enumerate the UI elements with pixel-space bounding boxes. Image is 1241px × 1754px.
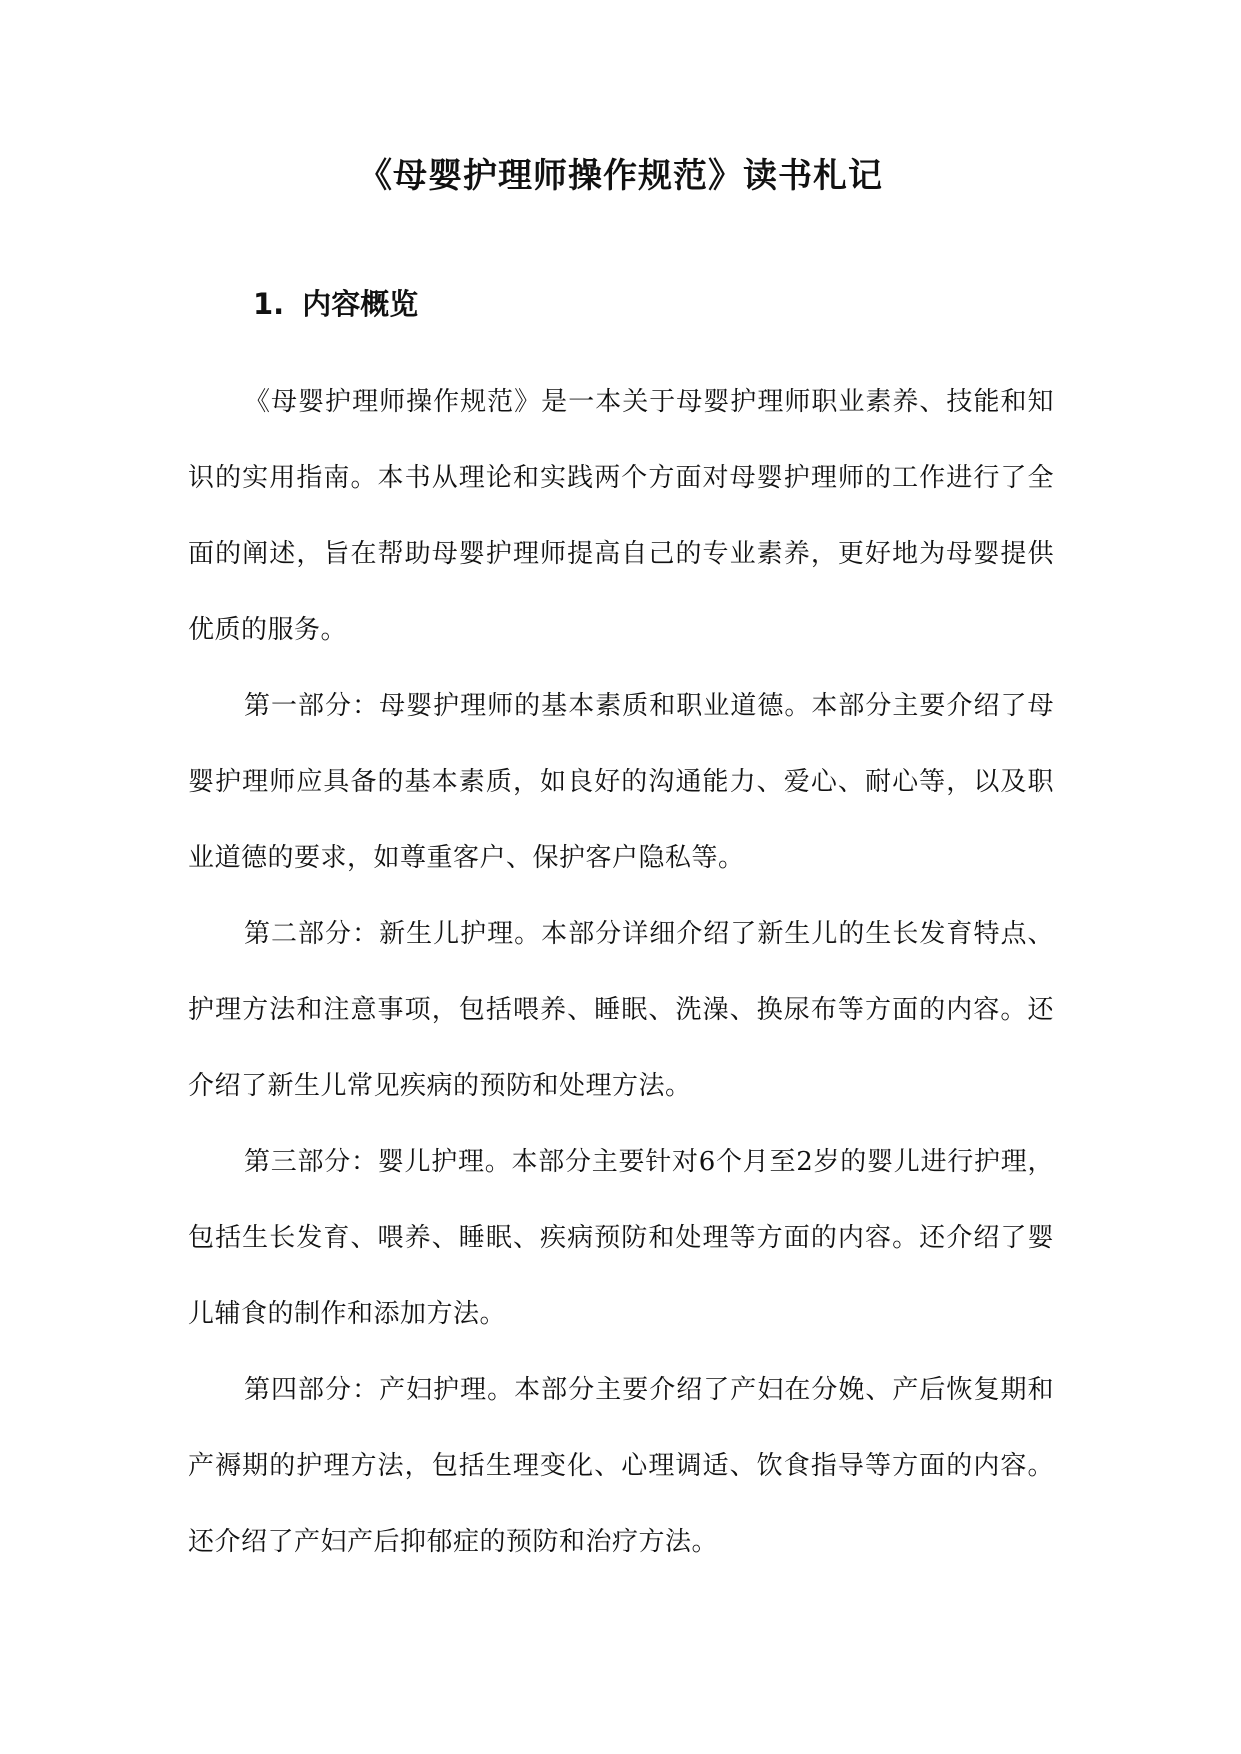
section-heading xyxy=(253,284,418,324)
paragraph-part-four: 第四部分：产妇护理。本部分主要介绍了产妇在分娩、产后恢复期和产褥期的护理方法，包括生理变化、心理调适、饮食指导等方面的内容。还介绍了产妇产后抑郁症的预防和治疗方法。 xyxy=(188,1375,1054,1557)
paragraph-part-one: 第一部分：母婴护理师的基本素质和职业道德。本部分主要介绍了母婴护理师应具备的基本素质，如良好的沟通能力、爱心、耐心等，以及职业道德的要求，如尊重客户、保护客户隐私等。 xyxy=(188,691,1054,873)
document-title: 《母婴护理师操作规范》读书札记 xyxy=(358,156,883,196)
section-title: 内容概览 xyxy=(302,287,419,321)
paragraph-part-three: 第三部分：婴儿护理。本部分主要针对6个月至2岁的婴儿进行护理，包括生长发育、喂养、睡眠、疾病预防和处理等方面的内容。还介绍了婴儿辅食的制作和添加方法。 xyxy=(188,1147,1054,1329)
paragraph-intro: 《母婴护理师操作规范》是一本关于母婴护理师职业素养、技能和知识的实用指南。本书从理论和实践两个方面对母婴护理师的工作进行了全面的阐述，旨在帮助母婴护理师提高自己的专业素养，更好地为母婴提供优质的服务。 xyxy=(188,387,1054,645)
section-number: 1. xyxy=(253,287,285,321)
body-text xyxy=(188,364,1054,1580)
paragraph-part-two: 第二部分：新生儿护理。本部分详细介绍了新生儿的生长发育特点、护理方法和注意事项，包括喂养、睡眠、洗澡、换尿布等方面的内容。还介绍了新生儿常见疾病的预防和处理方法。 xyxy=(188,919,1054,1101)
